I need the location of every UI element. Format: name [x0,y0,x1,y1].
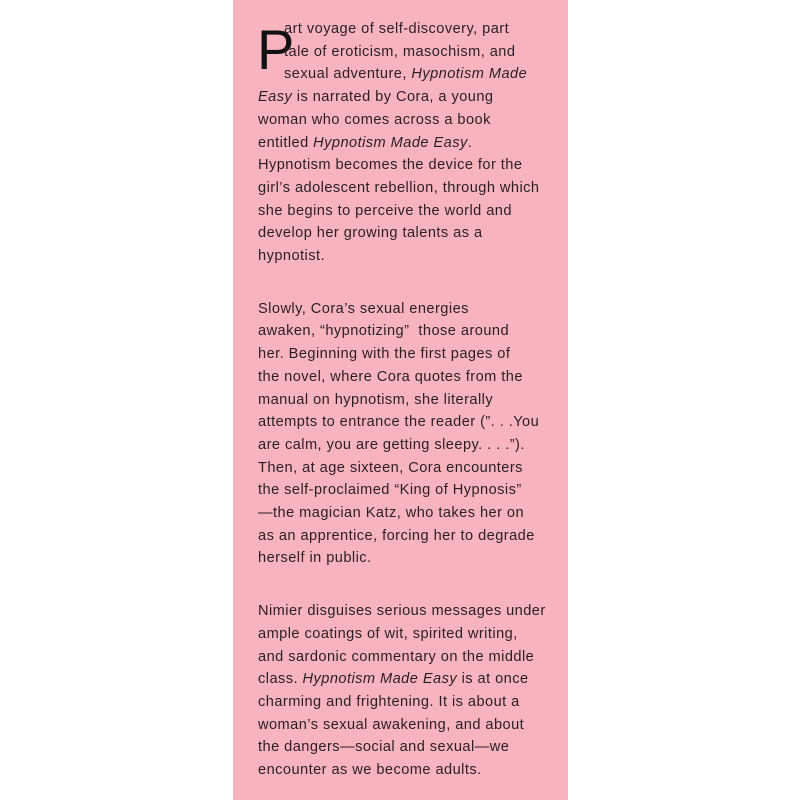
text-line: awaken, “hypnotizing” those around [258,323,510,340]
text-line: develop her growing talents as a [258,225,483,242]
book-title-italic: Easy [258,89,293,106]
text-line: attempts to entrance the reader (”. . .You [258,414,540,431]
text-fragment: is narrated by Cora, a young [292,89,494,106]
paragraph-gap [258,268,558,298]
text-line: woman who comes across a book [258,111,491,128]
text-line: art voyage of self-discovery, part [284,21,510,37]
text-line [258,86,558,109]
text-line: woman’s sexual awakening, and about [258,716,525,733]
paragraph-gap [258,570,558,600]
text-line: herself in public. [258,550,372,567]
text-line: manual on hypnotism, she literally [258,391,494,408]
text-line: Then, at age sixteen, Cora encounters [258,459,523,476]
text-fragment: sexual adventure, [284,66,412,83]
text-line [258,668,558,691]
drop-cap-letter: P [257,18,295,81]
text-line: Hypnotism becomes the device for the [258,157,523,174]
text-line: as an apprentice, forcing her to degrade [258,527,535,544]
book-title-italic: Hypnotism Made [411,66,528,83]
book-flap-panel [233,0,568,800]
text-line: ample coatings of wit, spirited writing, [258,625,518,642]
text-line: encounter as we become adults. [258,762,482,779]
text-line: she begins to perceive the world and [258,202,512,219]
text-line: are calm, you are getting sleepy. . . .”). [258,436,525,453]
text-line: Slowly, Cora’s sexual energies [258,300,469,317]
text-fragment: is at once [457,671,529,688]
text-fragment: class. [258,671,303,688]
text-line: the dangers—social and sexual—we [258,739,510,756]
book-title-italic: Hypnotism Made Easy [313,134,468,151]
text-line: her. Beginning with the first pages of [258,346,511,363]
text-line: tale of eroticism, masochism, and [284,43,516,60]
text-line [258,63,558,86]
text-line [258,132,558,155]
text-line: the novel, where Cora quotes from the [258,368,523,385]
book-title-italic: Hypnotism Made Easy [302,671,458,688]
flap-copy-text [258,18,558,782]
text-fragment: . [467,134,473,151]
text-line: the self-proclaimed “King of Hypnosis” [258,482,522,499]
text-fragment: entitled [258,134,314,151]
text-line: girl’s adolescent rebellion, through which [258,179,540,196]
text-line: hypnotist. [258,248,325,265]
text-line: and sardonic commentary on the middle [258,648,535,665]
text-line: charming and frightening. It is about a [258,693,520,710]
text-line: Nimier disguises serious messages under [258,603,546,620]
text-line: —the magician Katz, who takes her on [258,505,525,522]
